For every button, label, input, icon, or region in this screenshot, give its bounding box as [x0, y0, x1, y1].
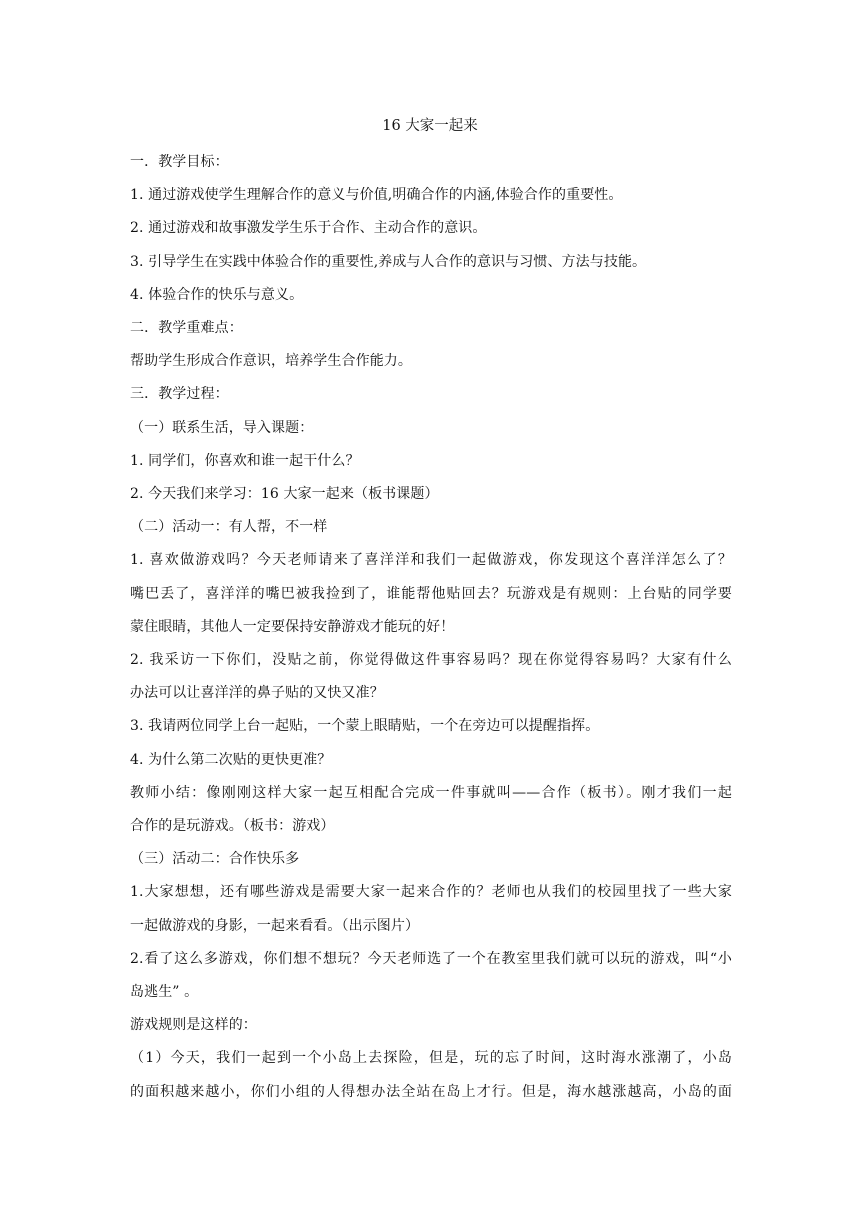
key-points-text: 帮助学生形成合作意识，培养学生合作能力。: [130, 353, 412, 370]
activity-1-item-4: 4. 为什么第二次贴的更快更准？: [130, 751, 332, 768]
activity-2-item-2-line-1: 2.看了这么多游戏，你们想不想玩？今天老师选了一个在教室里我们就可以玩的游戏，叫“小: [130, 950, 732, 967]
activity-2-item-2-line-2: 岛逃生” 。: [130, 984, 199, 1001]
objective-item-2: 2. 通过游戏和故事激发学生乐于合作、主动合作的意识。: [130, 220, 487, 237]
activity-1-item-2-line-2: 办法可以让喜洋洋的鼻子贴的又快又准？: [130, 685, 384, 702]
activity-1-item-1-line-3: 蒙住眼睛，其他人一定要保持安静游戏才能玩的好！: [130, 618, 455, 635]
activity-1-item-1-line-1: 1. 喜欢做游戏吗？今天老师请来了喜洋洋和我们一起做游戏，你发现这个喜洋洋怎么了？: [130, 552, 732, 569]
activity-2-item-1-line-2: 一起做游戏的身影，一起来看看。（出示图片）: [130, 917, 420, 934]
document-title: 16 大家一起来: [382, 118, 478, 134]
section-heading-key-points: 二．教学重难点：: [130, 320, 243, 337]
activity-1-item-3: 3. 我请两位同学上台一起贴，一个蒙上眼睛贴，一个在旁边可以提醒指挥。: [130, 718, 600, 735]
activity-1-item-1-line-2: 嘴巴丢了，喜洋洋的嘴巴被我捡到了，谁能帮他贴回去？玩游戏是有规则：上台贴的同学要: [130, 585, 732, 602]
section-heading-objectives: 一．教学目标：: [130, 154, 229, 170]
game-rule-1-line-2: 的面积越来越小，你们小组的人得想办法全站在岛上才行。但是，海水越涨越高，小岛的面: [130, 1083, 732, 1100]
intro-item-2: 2. 今天我们来学习：16 大家一起来（板书课题）: [130, 486, 439, 503]
game-rule-1-line-1: （1）今天，我们一起到一个小岛上去探险，但是，玩的忘了时间，这时海水涨潮了，小岛: [130, 1050, 732, 1067]
document-body: [130, 146, 732, 1109]
objective-item-4: 4. 体验合作的快乐与意义。: [130, 286, 304, 303]
section-heading-process: 三．教学过程：: [130, 386, 229, 403]
intro-item-1: 1. 同学们，你喜欢和谁一起干什么？: [130, 452, 360, 469]
objective-item-3: 3. 引导学生在实践中体验合作的重要性,养成与人合作的意识与习惯、方法与技能。: [130, 253, 647, 270]
teacher-summary-line-1: 教师小结：像刚刚这样大家一起互相配合完成一件事就叫——合作（板书）。刚才我们一起: [130, 784, 732, 801]
game-rules-heading: 游戏规则是这样的：: [130, 1017, 257, 1034]
subsection-heading-activity-2: （三）活动二：合作快乐多: [130, 851, 300, 868]
teacher-summary-line-2: 合作的是玩游戏。（板书：游戏）: [130, 818, 335, 835]
activity-1-item-2-line-1: 2. 我采访一下你们，没贴之前，你觉得做这件事容易吗？现在你觉得容易吗？大家有什么: [130, 652, 732, 669]
activity-2-item-1-line-1: 1.大家想想，还有哪些游戏是需要大家一起来合作的？老师也从我们的校园里找了一些大家: [130, 884, 732, 901]
subsection-heading-intro: （一）联系生活，导入课题：: [130, 419, 314, 436]
subsection-heading-activity-1: （二）活动一：有人帮，不一样: [130, 519, 328, 536]
objective-item-1: 1. 通过游戏使学生理解合作的意义与价值,明确合作的内涵,体验合作的重要性。: [130, 187, 623, 204]
